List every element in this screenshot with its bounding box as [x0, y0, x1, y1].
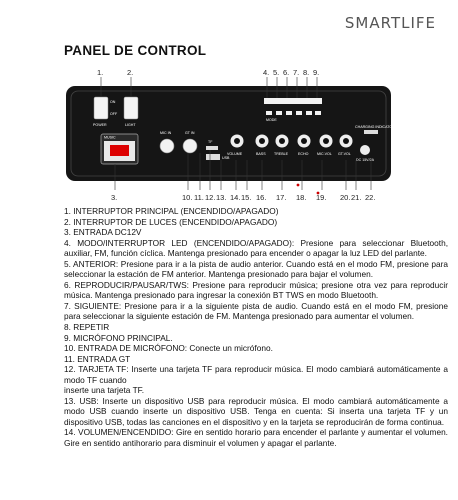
charging-indicator [364, 130, 378, 134]
gt-in-label: GT IN [185, 131, 195, 135]
mic-in-jack [160, 139, 174, 153]
led-strip [264, 98, 322, 104]
dc-jack [360, 145, 370, 155]
brand-logo: SMARTLIFE [344, 14, 436, 32]
mic-in-label: MIC IN [160, 131, 172, 135]
page-title: PANEL DE CONTROL [64, 43, 207, 58]
bass-label: BASS [256, 152, 266, 156]
list-item: inserte una tarjeta TF. [64, 385, 145, 396]
callout-1: 1. [97, 68, 104, 77]
callout-18: 18. [296, 193, 307, 202]
callout-11: 11. [194, 193, 204, 202]
volume-knob [231, 135, 244, 148]
list-item: 6. REPRODUCIR/PAUSAR/TWS: Presione para reproducir música; presione otra vez para reproducir música. Mantenga presionado para ingresar la conexión BT TWS en modo Bluetooth. [64, 279, 448, 301]
usb-label: USB [222, 156, 230, 160]
tf-label: TF [208, 140, 213, 144]
echo-knob [298, 135, 311, 148]
display-header: MUSIC [104, 135, 116, 140]
echo-label: ECHO [298, 152, 309, 156]
list-item: 9. MICRÓFONO PRINCIPAL. [64, 332, 173, 343]
mic-vol-label: MIC.VOL [317, 152, 332, 156]
callout-2: 2. [127, 68, 134, 77]
display-led [110, 145, 129, 156]
list-item: 10. ENTRADA DE MICRÓFONO: Conecte un micrófono. [64, 343, 273, 354]
callout-17: 17. [276, 193, 287, 202]
charging-label: CHARGING INDICATOR [355, 125, 395, 129]
callout-3: 3. [111, 193, 118, 202]
list-item: 13. USB: Inserte un dispositivo USB para reproducir música. El modo cambiará automáticamente a modo USB cuando inserte un dispositivo USB. Tenga en cuenta: Si inserta una tarjeta TF y un dispositivo USB, todas las canciones en el dispositivo y en la tarjeta se reproducirán de forma continua. [64, 395, 448, 427]
tf-slot [206, 146, 218, 150]
callout-9: 9. [313, 68, 320, 77]
callout-5: 5. [273, 68, 280, 77]
off-label: OFF [110, 112, 118, 116]
list-item: 8. REPETIR [64, 322, 110, 333]
list-item: 12. TARJETA TF: Inserte una tarjeta TF para reproducir música. El modo cambiará automáticamente a modo TF cuando [64, 364, 448, 385]
list-item: 5. ANTERIOR: Presione para ir a la pista de audio anterior. Cuando está en el modo FM, presione para seleccionar la estación de FM anterior. Mantenga presionado para bajar el volumen. [64, 258, 448, 280]
callout-19: 19. [316, 193, 327, 202]
callout-4: 4. [263, 68, 270, 77]
gt-in-jack [183, 139, 197, 153]
callout-14: 14. [230, 193, 241, 202]
callout-13: 13. [216, 193, 227, 202]
control-panel-diagram [0, 0, 458, 205]
red-dot [297, 184, 300, 187]
list-item: 11. ENTRADA GT [64, 353, 131, 364]
callout-10: 10. [182, 193, 193, 202]
dc-label: DC 15V/2A [356, 158, 374, 162]
list-item: 1. INTERRUPTOR PRINCIPAL (ENCENDIDO/APAGADO) [64, 206, 279, 216]
instruction-list [64, 206, 448, 449]
on-label: ON [110, 100, 116, 104]
list-item: 7. SIGUIENTE: Presione para ir a la siguiente pista de audio. Cuando está en el modo FM, presione para seleccionar la siguiente estación de FM. Mantenga presionado para aumentar el volumen. [64, 300, 448, 322]
callout-16: 16. [256, 193, 267, 202]
callout-12: 12. [205, 193, 216, 202]
mode-label: MODE [266, 118, 277, 122]
callout-7: 7. [293, 68, 300, 77]
list-item: 3. ENTRADA DC12V [64, 227, 142, 238]
gt-vol-knob [340, 135, 353, 148]
light-switch [124, 97, 138, 119]
gt-vol-label: GT.VOL [338, 152, 351, 156]
callout-6: 6. [283, 68, 290, 77]
mic-vol-knob [320, 135, 333, 148]
list-item: 4. MODO/INTERRUPTOR LED (ENCENDIDO/APAGADO): Presione para seleccionar Bluetooth, auxiliar, FM, función cíclica. Mantenga presionado para encender o apagar la luz LED del parlante. [64, 237, 448, 259]
volume-label: VOLUME [227, 152, 243, 156]
callout-8: 8. [303, 68, 310, 77]
callout-20: 20. [340, 193, 351, 202]
list-item: 2. INTERRUPTOR DE LUCES (ENCENDIDO/APAGADO) [64, 216, 278, 227]
power-label: POWER [93, 123, 107, 127]
treble-label: TREBLE [274, 152, 288, 156]
list-item: 14. VOLUMEN/ENCENDIDO: Gire en sentido horario para encender el parlante y aumentar el volumen. Gire en sentido antihorario para disminuir el volumen y apagar el parlante. [64, 427, 448, 449]
usb-port [206, 154, 220, 160]
treble-knob [276, 135, 289, 148]
light-label: LIGHT [125, 123, 136, 127]
callout-21: 21. [351, 193, 362, 202]
bass-knob [256, 135, 269, 148]
callout-15: 15. [241, 193, 252, 202]
callout-22: 22. [365, 193, 376, 202]
power-switch [94, 97, 108, 119]
